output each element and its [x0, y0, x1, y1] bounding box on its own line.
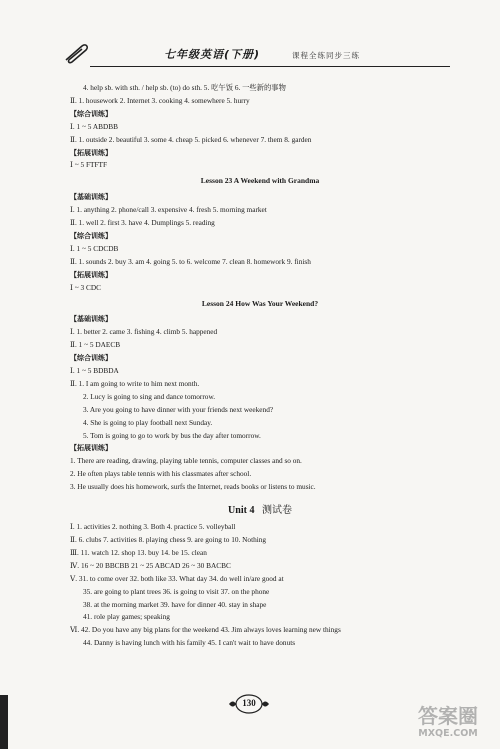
- page-number-badge: [227, 693, 271, 715]
- answer-line: Ⅱ. 1. outside 2. beautiful 3. some 4. cheap 5. picked 6. whenever 7. them 8. garden: [70, 134, 312, 144]
- watermark-logo-text: 答案圈: [418, 704, 478, 728]
- answer-line: Ⅱ. 1 ~ 5 DAECB: [70, 340, 121, 350]
- answer-line: 2. Lucy is going to sing and dance tomorrow.: [83, 391, 216, 401]
- answer-line: Ⅰ. 1. better 2. came 3. fishing 4. climb 5. happened: [70, 327, 218, 337]
- answer-line: Ⅳ. 16 ~ 20 BBCBB 21 ~ 25 ABCAD 26 ~ 30 BACBC: [70, 560, 231, 570]
- answer-line: 38. at the morning market 39. have for dinner 40. stay in shape: [83, 599, 267, 609]
- answer-line: Ⅱ. 1. well 2. first 3. have 4. Dumplings 5. reading: [70, 218, 215, 228]
- answer-line: Ⅲ. 11. watch 12. shop 13. buy 14. be 15. clean: [70, 547, 207, 557]
- answer-line: 5. Tom is going to go to work by bus the day after tomorrow.: [83, 430, 261, 440]
- unit-test-heading: [70, 494, 450, 521]
- answer-line: Ⅱ. 1. sounds 2. buy 3. am 4. going 5. to 6. welcome 7. clean 8. homework 9. finish: [70, 256, 311, 266]
- answer-line: 1. There are reading, drawing, playing table tennis, computer classes and so on.: [70, 456, 302, 466]
- answer-line: Ⅰ ~ 3 CDC: [70, 282, 101, 292]
- header-rule: [90, 66, 450, 67]
- answer-line: 2. He often plays table tennis with his classmates after school.: [70, 469, 252, 479]
- section-heading: 【基础训练】: [70, 315, 112, 324]
- answer-line: 4. help sb. with sth. / help sb. (to) do sth. 5. 吃午饭 6. 一些新的事物: [83, 83, 286, 92]
- answer-line: Ⅵ. 42. Do you have any big plans for the weekend 43. Jim always loves learning new things: [70, 625, 341, 635]
- paperclip-icon: [62, 42, 90, 64]
- answer-line: Ⅰ. 1. anything 2. phone/call 3. expensive 4. fresh 5. morning market: [70, 205, 267, 215]
- answer-line: Ⅱ. 1. housework 2. Internet 3. cooking 4. somewhere 5. hurry: [70, 95, 250, 105]
- answer-line: 35. are going to plant trees 36. is going to visit 37. on the phone: [83, 586, 270, 596]
- section-heading: 【综合训练】: [70, 109, 112, 118]
- watermark: [400, 700, 496, 746]
- answer-line: 3. Are you going to have dinner with your friends next weekend?: [83, 404, 274, 414]
- section-heading: 【综合训练】: [70, 354, 112, 363]
- running-header: [60, 38, 450, 68]
- answer-line: Ⅱ. 1. I am going to write to him next month.: [70, 378, 200, 388]
- answer-line: Ⅰ. 1 ~ 5 CDCDB: [70, 243, 119, 253]
- answer-line: 41. role play games; speaking: [83, 612, 170, 622]
- watermark-url: MXQE.COM: [418, 728, 478, 739]
- section-heading: 【综合训练】: [70, 231, 112, 240]
- answer-line: Ⅴ. 31. to come over 32. both like 33. What day 34. do well in/are good at: [70, 573, 284, 583]
- page-edge-shadow: [0, 695, 8, 749]
- lesson-title: Lesson 24 How Was Your Weekend?: [201, 298, 319, 308]
- section-heading: 【拓展训练】: [70, 148, 112, 157]
- answer-line: Ⅰ. 1 ~ 5 ABDBB: [70, 121, 118, 131]
- section-heading: 【拓展训练】: [70, 270, 112, 279]
- page-number: 130: [242, 698, 256, 708]
- answer-line: Ⅰ ~ 5 FTFTF: [70, 160, 108, 170]
- answer-line: Ⅱ. 6. clubs 7. activities 8. playing chess 9. are going to 10. Nothing: [70, 535, 267, 544]
- answer-line: 44. Danny is having lunch with his family 45. I can't wait to have donuts: [83, 638, 296, 648]
- answer-line: 3. He usually does his homework, surfs the Internet, reads books or listens to music.: [70, 482, 316, 492]
- book-title: 七年级英语(下册): [164, 48, 261, 61]
- section-heading: 【拓展训练】: [70, 444, 112, 453]
- section-heading: 【基础训练】: [70, 193, 112, 202]
- answer-key-body: [70, 82, 450, 650]
- answer-line: Ⅰ. 1 ~ 5 BDBDA: [70, 366, 119, 376]
- answer-line: Ⅰ. 1. activities 2. nothing 3. Both 4. practice 5. volleyball: [70, 522, 236, 532]
- answer-line: 4. She is going to play football next Sunday.: [83, 417, 213, 427]
- unit-label: Unit 4: [228, 505, 255, 517]
- book-subtitle: 课程全练同步三练: [292, 51, 360, 60]
- lesson-title: Lesson 23 A Weekend with Grandma: [200, 176, 320, 186]
- unit-test-title: 测试卷: [261, 505, 292, 517]
